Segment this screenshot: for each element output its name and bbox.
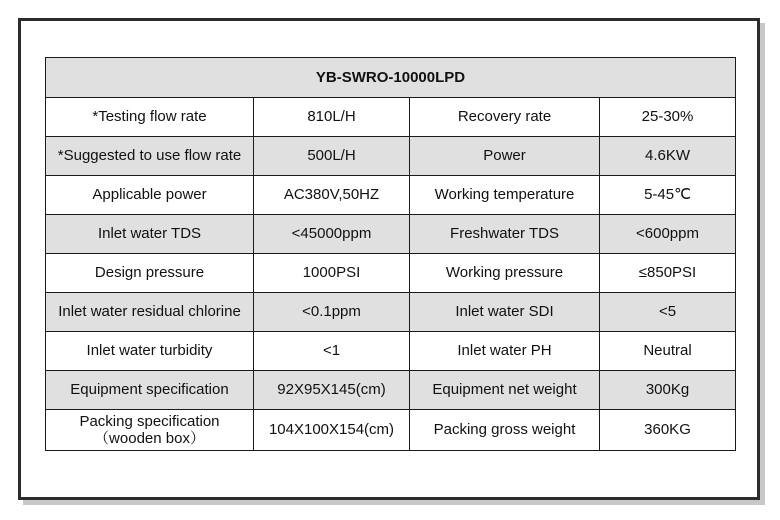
param-value: 360KG [600, 410, 736, 451]
param-label: Working temperature [410, 176, 600, 215]
param-value: <45000ppm [254, 215, 410, 254]
param-value: 92X95X145(cm) [254, 371, 410, 410]
title-row [46, 58, 736, 98]
param-label: Inlet water PH [410, 332, 600, 371]
table-row [46, 254, 736, 293]
param-label: *Suggested to use flow rate [46, 137, 254, 176]
param-label: Inlet water turbidity [46, 332, 254, 371]
param-label: Working pressure [410, 254, 600, 293]
table-row [46, 137, 736, 176]
param-value: ≤850PSI [600, 254, 736, 293]
param-label: Inlet water SDI [410, 293, 600, 332]
param-value: <5 [600, 293, 736, 332]
param-value: 300Kg [600, 371, 736, 410]
param-label: Inlet water residual chlorine [46, 293, 254, 332]
spec-sheet-frame [18, 18, 760, 500]
table-row [46, 410, 736, 451]
table-row [46, 98, 736, 137]
cell-text-line: （wooden box） [94, 430, 205, 447]
param-value: <0.1ppm [254, 293, 410, 332]
param-label: *Testing flow rate [46, 98, 254, 137]
param-label: Packing gross weight [410, 410, 600, 451]
table-row [46, 332, 736, 371]
param-value: 5-45℃ [600, 176, 736, 215]
table-row [46, 293, 736, 332]
spec-table [45, 57, 736, 451]
param-label: Inlet water TDS [46, 215, 254, 254]
table-title: YB-SWRO-10000LPD [46, 58, 736, 98]
param-value: 1000PSI [254, 254, 410, 293]
param-label: Design pressure [46, 254, 254, 293]
param-label: Freshwater TDS [410, 215, 600, 254]
param-label: Applicable power [46, 176, 254, 215]
param-value: Neutral [600, 332, 736, 371]
param-label: Equipment net weight [410, 371, 600, 410]
param-value: 500L/H [254, 137, 410, 176]
param-value: 810L/H [254, 98, 410, 137]
table-row [46, 215, 736, 254]
param-value: <1 [254, 332, 410, 371]
param-label: Power [410, 137, 600, 176]
spec-table-body [46, 58, 736, 451]
table-row [46, 371, 736, 410]
param-label [46, 410, 254, 451]
param-value: <600ppm [600, 215, 736, 254]
param-label: Equipment specification [46, 371, 254, 410]
table-row [46, 176, 736, 215]
param-value: 104X100X154(cm) [254, 410, 410, 451]
param-label: Recovery rate [410, 98, 600, 137]
param-value: 4.6KW [600, 137, 736, 176]
param-value: 25-30% [600, 98, 736, 137]
cell-text-line: Packing specification [79, 412, 220, 430]
param-value: AC380V,50HZ [254, 176, 410, 215]
